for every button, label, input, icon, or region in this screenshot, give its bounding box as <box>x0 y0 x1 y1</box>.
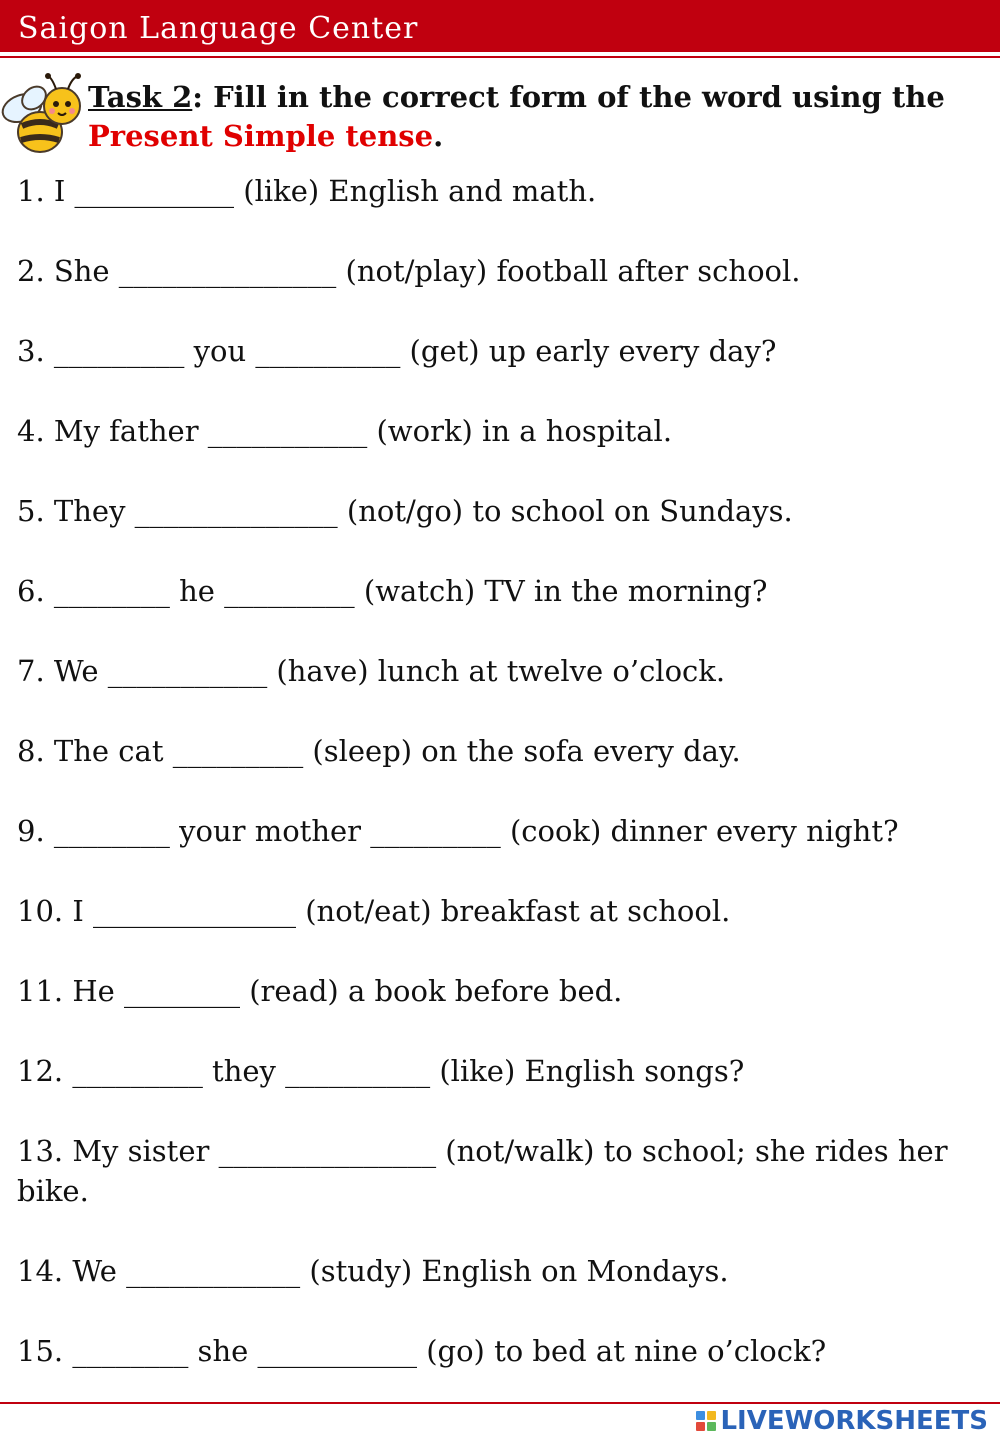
exercise-item-2: 2. She _______________ (not/play) football after school. <box>17 254 801 288</box>
logo-text: LIVEWORKSHEETS <box>720 1406 988 1436</box>
task-label: Task 2 <box>88 80 193 114</box>
exercise-item-9: 9. ________ your mother _________ (cook) dinner every night? <box>17 814 899 848</box>
exercise-item-15: 15. ________ she ___________ (go) to bed at nine o’clock? <box>17 1334 827 1368</box>
task-highlight: Present Simple tense <box>88 119 434 153</box>
header-bar <box>0 0 1000 52</box>
exercise-item-3: 3. _________ you __________ (get) up early every day? <box>17 334 777 368</box>
exercise-item-1: 1. I ___________ (like) English and math. <box>17 174 597 208</box>
task-heading <box>88 78 988 156</box>
exercise-item-12: 12. _________ they __________ (like) English songs? <box>17 1054 745 1088</box>
task-instruction: : Fill in the correct form of the word using the <box>192 80 945 114</box>
exercise-item-13: 13. My sister _______________ (not/walk) to school; she rides her bike. <box>17 1134 948 1208</box>
exercise-item-8: 8. The cat _________ (sleep) on the sofa every day. <box>17 734 741 768</box>
footer-divider <box>0 1402 1000 1404</box>
exercise-item-10: 10. I ______________ (not/eat) breakfast at school. <box>17 894 731 928</box>
liveworksheets-logo[interactable] <box>696 1406 988 1436</box>
header-title: Saigon Language Center <box>18 11 419 46</box>
exercise-item-7: 7. We ___________ (have) lunch at twelve o’clock. <box>17 654 726 688</box>
exercise-item-4: 4. My father ___________ (work) in a hospital. <box>17 414 673 448</box>
exercise-item-5: 5. They ______________ (not/go) to school on Sundays. <box>17 494 793 528</box>
exercise-item-11: 11. He ________ (read) a book before bed. <box>17 974 623 1008</box>
liveworksheets-logo-icon <box>696 1411 716 1431</box>
bee-icon <box>0 68 88 160</box>
exercise-item-14: 14. We ____________ (study) English on Mondays. <box>17 1254 729 1288</box>
header-divider <box>0 56 1000 58</box>
exercise-item-6: 6. ________ he _________ (watch) TV in the morning? <box>17 574 768 608</box>
task-instruction-end: . <box>433 119 444 153</box>
